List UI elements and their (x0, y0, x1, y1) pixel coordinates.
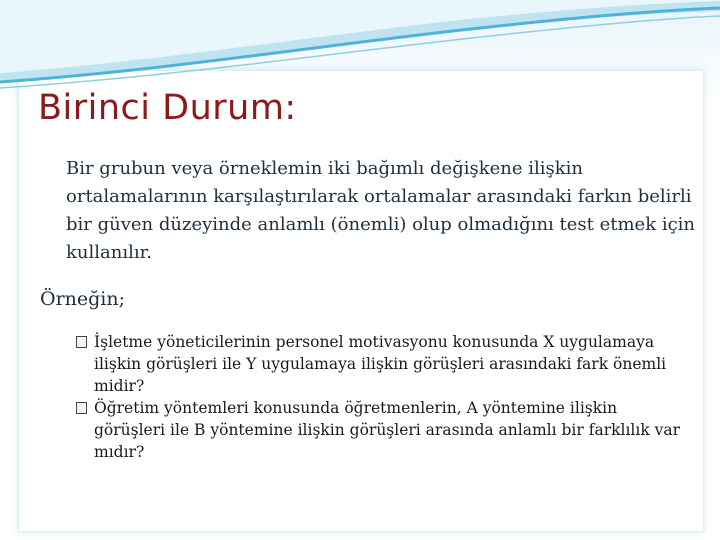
list-item (76, 331, 691, 397)
slide-title: Birinci Durum: (38, 88, 297, 128)
definition-text: Bir grubun veya örneklemin iki bağımlı değişkene ilişkin ortalamalarının karşılaştırılarak ortalamalar arasındaki farkın belirli bir güven düzeyinde anlamlı (önemli) olup olmadığını test etmek için kullanılır. (66, 158, 696, 263)
example-heading: Örneğin; (40, 288, 126, 310)
list-item-text: İşletme yöneticilerinin personel motivasyonu konusunda X uygulamaya ilişkin görüşleri ile Y uygulamaya ilişkin görüşleri arasındaki fark önemli midir? (94, 333, 667, 395)
list-item (76, 397, 691, 463)
header-wave-decoration (0, 0, 720, 100)
missing-glyph-box-icon (76, 402, 87, 414)
example-list (76, 331, 691, 463)
list-item-text: Öğretim yöntemleri konusunda öğretmenlerin, A yöntemine ilişkin görüşleri ile B yöntemine ilişkin görüşleri arasında anlamlı bir farklılık var mıdır? (94, 399, 681, 461)
missing-glyph-box-icon (76, 336, 87, 348)
